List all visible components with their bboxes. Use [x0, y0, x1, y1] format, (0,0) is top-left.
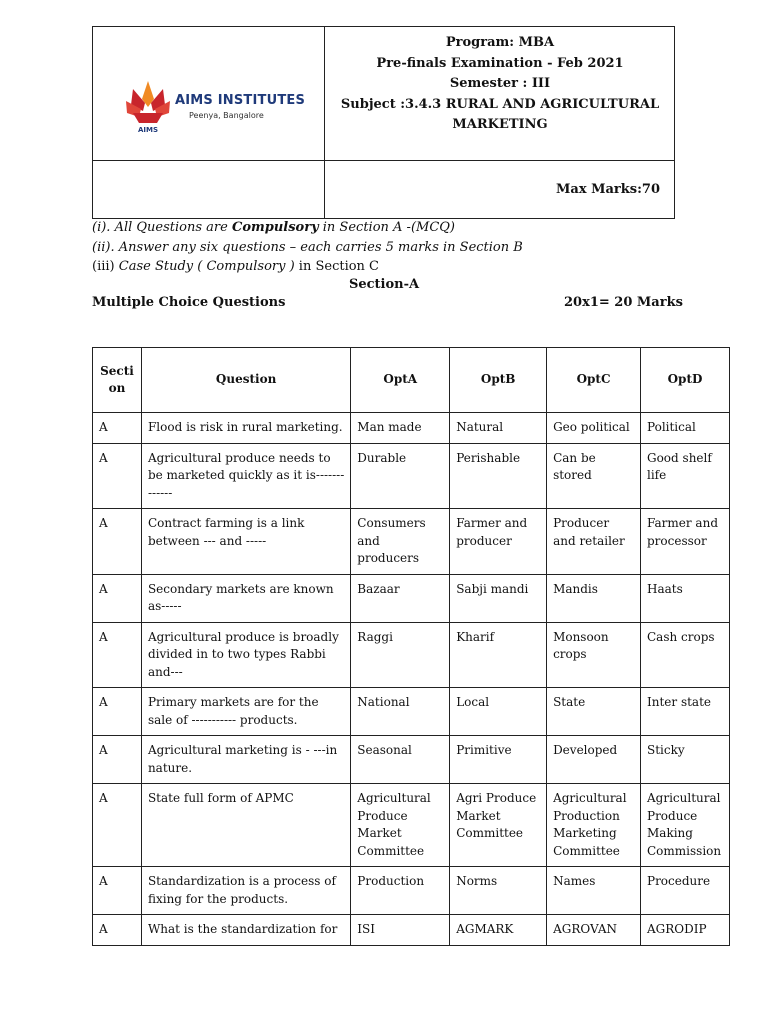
mcq-marks: 20x1= 20 Marks [564, 295, 683, 310]
cell-optd: Inter state [641, 688, 730, 736]
cell-optb: Farmer and producer [450, 509, 547, 575]
svg-text:AIMS: AIMS [137, 126, 159, 134]
table-header-row [93, 348, 730, 413]
table-row [93, 688, 730, 736]
instruction-3-post: in Section C [294, 259, 380, 274]
mcq-table [92, 347, 730, 946]
exam-title: Pre-finals Examination - Feb 2021 [376, 55, 624, 71]
lotus-emblem-icon [123, 77, 173, 137]
program-title: Program: MBA [445, 35, 555, 50]
cell-opta: Consumers and producers [351, 509, 450, 575]
cell-section: A [93, 443, 142, 509]
cell-question: Primary markets are for the sale of ----------- products. [141, 688, 350, 736]
cell-optb: Perishable [450, 443, 547, 509]
cell-optb: Local [450, 688, 547, 736]
cell-opta: Raggi [351, 622, 450, 688]
cell-optb: Agri Produce Market Committee [450, 784, 547, 867]
cell-optd: Haats [641, 574, 730, 622]
cell-section: A [93, 867, 142, 915]
cell-optc: Developed [547, 736, 641, 784]
cell-optb: AGMARK [450, 915, 547, 946]
cell-optc: Producer and retailer [547, 509, 641, 575]
table-row [93, 622, 730, 688]
exam-titles [325, 27, 675, 160]
cell-optc: Agricultural Production Marketing Committee [547, 784, 641, 867]
cell-question: Standardization is a process of fixing for the products. [141, 867, 350, 915]
cell-section: A [93, 413, 142, 444]
header-optd: OptD [641, 348, 730, 413]
cell-section: A [93, 622, 142, 688]
header-question: Question [141, 348, 350, 413]
cell-opta: Seasonal [351, 736, 450, 784]
table-row [93, 784, 730, 867]
instruction-1 [92, 220, 455, 235]
aims-logo [123, 77, 306, 137]
cell-optb: Natural [450, 413, 547, 444]
subject-line-1: Subject :3.4.3 RURAL AND AGRICULTURAL [340, 96, 660, 112]
cell-section: A [93, 736, 142, 784]
table-row [93, 443, 730, 509]
cell-opta: Bazaar [351, 574, 450, 622]
cell-question: Secondary markets are known as----- [141, 574, 350, 622]
table-row [93, 736, 730, 784]
mcq-label: Multiple Choice Questions [92, 295, 286, 310]
table-row [93, 509, 730, 575]
semester-title: Semester : III [449, 76, 551, 91]
cell-question: Agricultural marketing is - ---in nature. [141, 736, 350, 784]
instruction-1-bold: Compulsory [231, 220, 319, 235]
cell-question: Contract farming is a link between --- and ----- [141, 509, 350, 575]
cell-optb: Kharif [450, 622, 547, 688]
cell-optd: Sticky [641, 736, 730, 784]
cell-optc: Geo political [547, 413, 641, 444]
cell-optd: Procedure [641, 867, 730, 915]
instruction-3-italic: Case Study ( Compulsory ) [118, 259, 295, 274]
header-box [92, 26, 675, 219]
instruction-3 [92, 259, 379, 274]
subject-line-2: MARKETING [452, 117, 548, 132]
cell-section: A [93, 509, 142, 575]
table-body [93, 413, 730, 946]
cell-optc: AGROVAN [547, 915, 641, 946]
cell-optd: Cash crops [641, 622, 730, 688]
cell-question: Agricultural produce is broadly divided in to two types Rabbi and--- [141, 622, 350, 688]
cell-question: What is the standardization for [141, 915, 350, 946]
instruction-1-post: in Section A -(MCQ) [318, 220, 456, 235]
cell-opta: National [351, 688, 450, 736]
cell-section: A [93, 784, 142, 867]
cell-question: Flood is risk in rural marketing. [141, 413, 350, 444]
instruction-3-pre: (iii) [92, 259, 119, 274]
cell-optc: Monsoon crops [547, 622, 641, 688]
cell-optb: Sabji mandi [450, 574, 547, 622]
header-optb: OptB [450, 348, 547, 413]
cell-opta: Durable [351, 443, 450, 509]
logo-brand-name: AIMS INSTITUTES [175, 93, 306, 108]
cell-optd: Farmer and processor [641, 509, 730, 575]
table-row [93, 915, 730, 946]
cell-section: A [93, 915, 142, 946]
table-row [93, 574, 730, 622]
cell-optc: Names [547, 867, 641, 915]
cell-question: State full form of APMC [141, 784, 350, 867]
cell-optc: Mandis [547, 574, 641, 622]
cell-optb: Norms [450, 867, 547, 915]
cell-optc: State [547, 688, 641, 736]
header-optc: OptC [547, 348, 641, 413]
header-opta: OptA [351, 348, 450, 413]
cell-optc: Can be stored [547, 443, 641, 509]
instruction-2-text: (ii). Answer any six questions – each carries 5 marks in Section B [92, 240, 523, 255]
cell-question: Agricultural produce needs to be marketed quickly as it is------------- [141, 443, 350, 509]
instruction-2 [92, 240, 523, 255]
cell-opta: Production [351, 867, 450, 915]
cell-optd: Good shelf life [641, 443, 730, 509]
header-divider-horizontal [93, 160, 674, 161]
cell-opta: Agricultural Produce Market Committee [351, 784, 450, 867]
header-section: Secti on [93, 348, 142, 413]
cell-optd: AGRODIP [641, 915, 730, 946]
cell-optd: Political [641, 413, 730, 444]
cell-optb: Primitive [450, 736, 547, 784]
table-row [93, 413, 730, 444]
cell-section: A [93, 688, 142, 736]
cell-section: A [93, 574, 142, 622]
instruction-1-pre: (i). All Questions are [92, 220, 232, 235]
table-row [93, 867, 730, 915]
logo-location: Peenya, Bangalore [189, 111, 264, 120]
max-marks: Max Marks:70 [556, 182, 660, 197]
cell-optd: Agricultural Produce Making Commission [641, 784, 730, 867]
section-a-title: Section-A [348, 277, 420, 292]
cell-opta: Man made [351, 413, 450, 444]
cell-opta: ISI [351, 915, 450, 946]
